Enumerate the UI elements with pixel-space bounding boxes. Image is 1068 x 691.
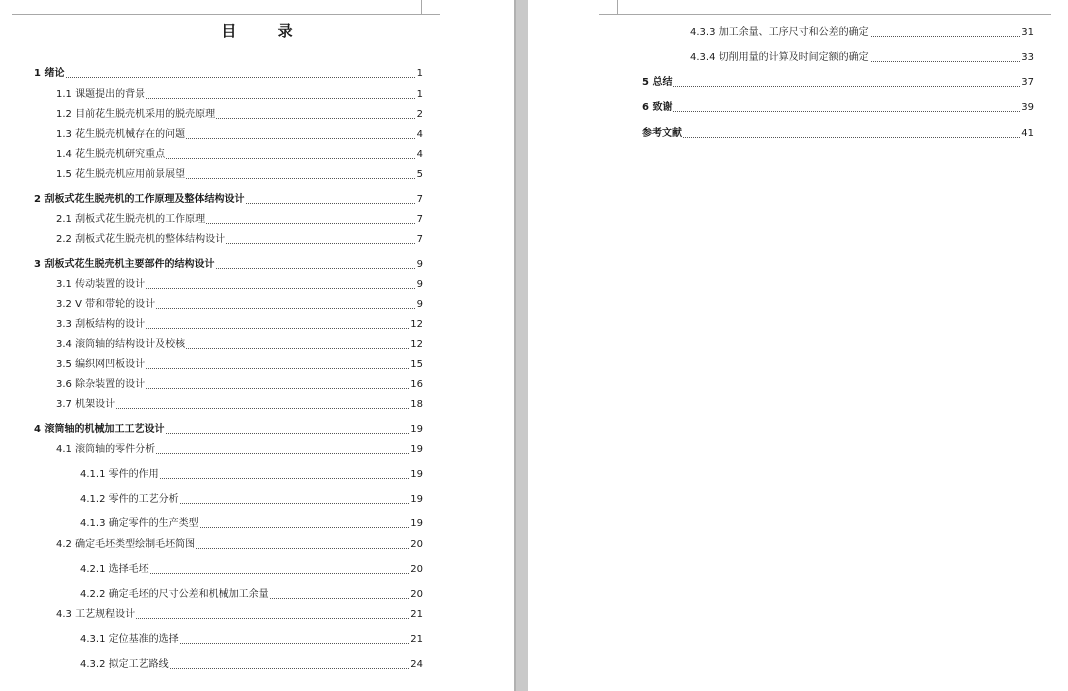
page-gutter-edge — [514, 0, 516, 691]
toc-entry-label: 4.3.4 切削用量的计算及时间定额的确定 — [690, 50, 870, 66]
toc-entry[interactable] — [56, 377, 423, 393]
toc-entry-label: 1 绪论 — [34, 66, 65, 82]
toc-entry-page-number: 7 — [416, 232, 423, 248]
toc-entry[interactable] — [642, 75, 1034, 91]
toc-entry-page-number: 37 — [1020, 75, 1034, 91]
toc-entry[interactable] — [642, 126, 1034, 142]
toc-entry-label: 4.3 工艺规程设计 — [56, 607, 136, 623]
toc-entry-label: 3.5 编织网凹板设计 — [56, 357, 146, 373]
toc-entry-page-number: 9 — [416, 277, 423, 293]
page-gutter — [514, 0, 528, 691]
toc-entry-page-number: 12 — [409, 317, 423, 333]
toc-entry-label: 4.1.2 零件的工艺分析 — [80, 492, 180, 508]
toc-entry[interactable] — [56, 147, 423, 163]
toc-entry-label: 3.6 除杂装置的设计 — [56, 377, 146, 393]
toc-entry-page-number: 1 — [416, 87, 423, 103]
toc-entry[interactable] — [56, 297, 423, 313]
toc-entry-page-number: 9 — [416, 257, 423, 273]
toc-entry-page-number: 21 — [409, 607, 423, 623]
toc-entry-label: 4 滚筒轴的机械加工工艺设计 — [34, 422, 165, 438]
toc-entry-page-number: 20 — [409, 587, 423, 603]
toc-entry[interactable] — [56, 232, 423, 248]
toc-entry-leader-dots — [642, 137, 1034, 138]
toc-entry-label: 3 刮板式花生脱壳机主要部件的结构设计 — [34, 257, 215, 273]
toc-entry[interactable] — [34, 66, 423, 82]
toc-entry[interactable] — [690, 25, 1034, 41]
toc-entry[interactable] — [34, 422, 423, 438]
toc-entry[interactable] — [80, 467, 423, 483]
toc-entry-label: 1.3 花生脱壳机械存在的问题 — [56, 127, 186, 143]
toc-entry[interactable] — [34, 192, 423, 208]
toc-entry-label: 4.2 确定毛坯类型绘制毛坯简图 — [56, 537, 196, 553]
toc-entry[interactable] — [80, 657, 423, 673]
toc-entry[interactable] — [56, 167, 423, 183]
toc-entry-label: 1.2 目前花生脱壳机采用的脱壳原理 — [56, 107, 216, 123]
toc-entry-label: 1.5 花生脱壳机应用前景展望 — [56, 167, 186, 183]
toc-entry-leader-dots — [34, 77, 423, 78]
toc-entry[interactable] — [56, 317, 423, 333]
toc-entry-label: 3.7 机架设计 — [56, 397, 116, 413]
toc-entry[interactable] — [56, 357, 423, 373]
toc-entry[interactable] — [80, 516, 423, 532]
toc-entry-page-number: 15 — [409, 357, 423, 373]
toc-entry-page-number: 31 — [1020, 25, 1034, 41]
toc-entry-label: 4.1.3 确定零件的生产类型 — [80, 516, 200, 532]
toc-entry[interactable] — [34, 257, 423, 273]
toc-entry-label: 5 总结 — [642, 75, 673, 91]
toc-entry-leader-dots — [642, 86, 1034, 87]
toc-entry-leader-dots — [642, 111, 1034, 112]
page-corner-mark-top-right-h — [422, 14, 440, 15]
toc-entry-page-number: 24 — [409, 657, 423, 673]
toc-entry-page-number: 9 — [416, 297, 423, 313]
toc-entry-page-number: 1 — [416, 66, 423, 82]
document-page-right — [528, 0, 1068, 691]
toc-entry-label: 3.4 滚筒轴的结构设计及校核 — [56, 337, 186, 353]
toc-entry-page-number: 19 — [409, 442, 423, 458]
toc-entry[interactable] — [80, 562, 423, 578]
toc-entry-page-number: 7 — [416, 212, 423, 228]
toc-entry-page-number: 2 — [416, 107, 423, 123]
toc-entry-page-number: 5 — [416, 167, 423, 183]
toc-entry[interactable] — [56, 212, 423, 228]
toc-entry-label: 4.2.2 确定毛坯的尺寸公差和机械加工余量 — [80, 587, 270, 603]
toc-entry[interactable] — [80, 492, 423, 508]
toc-entry-label: 3.2 V 带和带轮的设计 — [56, 297, 156, 313]
toc-entry-label: 2 刮板式花生脱壳机的工作原理及整体结构设计 — [34, 192, 245, 208]
page-corner-mark-top-right — [421, 0, 422, 15]
toc-entry-page-number: 19 — [409, 516, 423, 532]
document-page-left — [0, 0, 514, 691]
page-margin-line-top — [617, 14, 1051, 15]
toc-entry-page-number: 41 — [1020, 126, 1034, 142]
toc-entry-label: 4.1 滚筒轴的零件分析 — [56, 442, 156, 458]
toc-entry[interactable] — [642, 100, 1034, 116]
page-corner-mark-top-left — [617, 0, 618, 15]
toc-entry-label: 2.2 刮板式花生脱壳机的整体结构设计 — [56, 232, 226, 248]
toc-entry-page-number: 19 — [409, 422, 423, 438]
toc-entry[interactable] — [56, 442, 423, 458]
toc-entry-label: 6 致谢 — [642, 100, 673, 116]
toc-entry-label: 2.1 刮板式花生脱壳机的工作原理 — [56, 212, 206, 228]
toc-entry[interactable] — [56, 277, 423, 293]
toc-entry-page-number: 19 — [409, 492, 423, 508]
toc-entry[interactable] — [56, 607, 423, 623]
toc-entry-label: 4.1.1 零件的作用 — [80, 467, 160, 483]
toc-entry-page-number: 21 — [409, 632, 423, 648]
toc-entry-label: 3.3 刮板结构的设计 — [56, 317, 146, 333]
toc-entry[interactable] — [56, 397, 423, 413]
toc-entry-label: 1.4 花生脱壳机研究重点 — [56, 147, 166, 163]
page-corner-mark-top-left-h — [599, 14, 617, 15]
toc-entry-page-number: 16 — [409, 377, 423, 393]
toc-entry-page-number: 20 — [409, 562, 423, 578]
toc-entry-page-number: 4 — [416, 127, 423, 143]
toc-entry-page-number: 33 — [1020, 50, 1034, 66]
toc-entry-label: 1.1 课题提出的背景 — [56, 87, 146, 103]
toc-entry-page-number: 7 — [416, 192, 423, 208]
toc-entry-label: 4.3.2 拟定工艺路线 — [80, 657, 170, 673]
toc-entry[interactable] — [80, 587, 423, 603]
toc-entry-label: 4.2.1 选择毛坯 — [80, 562, 150, 578]
toc-entry-page-number: 39 — [1020, 100, 1034, 116]
page-margin-line-top — [12, 14, 422, 15]
toc-entry-page-number: 12 — [409, 337, 423, 353]
toc-entry-page-number: 4 — [416, 147, 423, 163]
toc-entry[interactable] — [56, 337, 423, 353]
toc-entry[interactable] — [56, 127, 423, 143]
toc-title: 目 录 — [221, 22, 311, 40]
toc-entry-label: 3.1 传动装置的设计 — [56, 277, 146, 293]
toc-entry-label: 4.3.1 定位基准的选择 — [80, 632, 180, 648]
toc-entry-page-number: 18 — [409, 397, 423, 413]
toc-entry-page-number: 19 — [409, 467, 423, 483]
toc-entry-label: 参考文献 — [642, 126, 683, 142]
toc-entry-page-number: 20 — [409, 537, 423, 553]
toc-entry[interactable] — [56, 107, 423, 123]
toc-entry[interactable] — [56, 87, 423, 103]
toc-entry-label: 4.3.3 加工余量、工序尺寸和公差的确定 — [690, 25, 870, 41]
toc-entry[interactable] — [56, 537, 423, 553]
toc-entry[interactable] — [690, 50, 1034, 66]
toc-entry[interactable] — [80, 632, 423, 648]
